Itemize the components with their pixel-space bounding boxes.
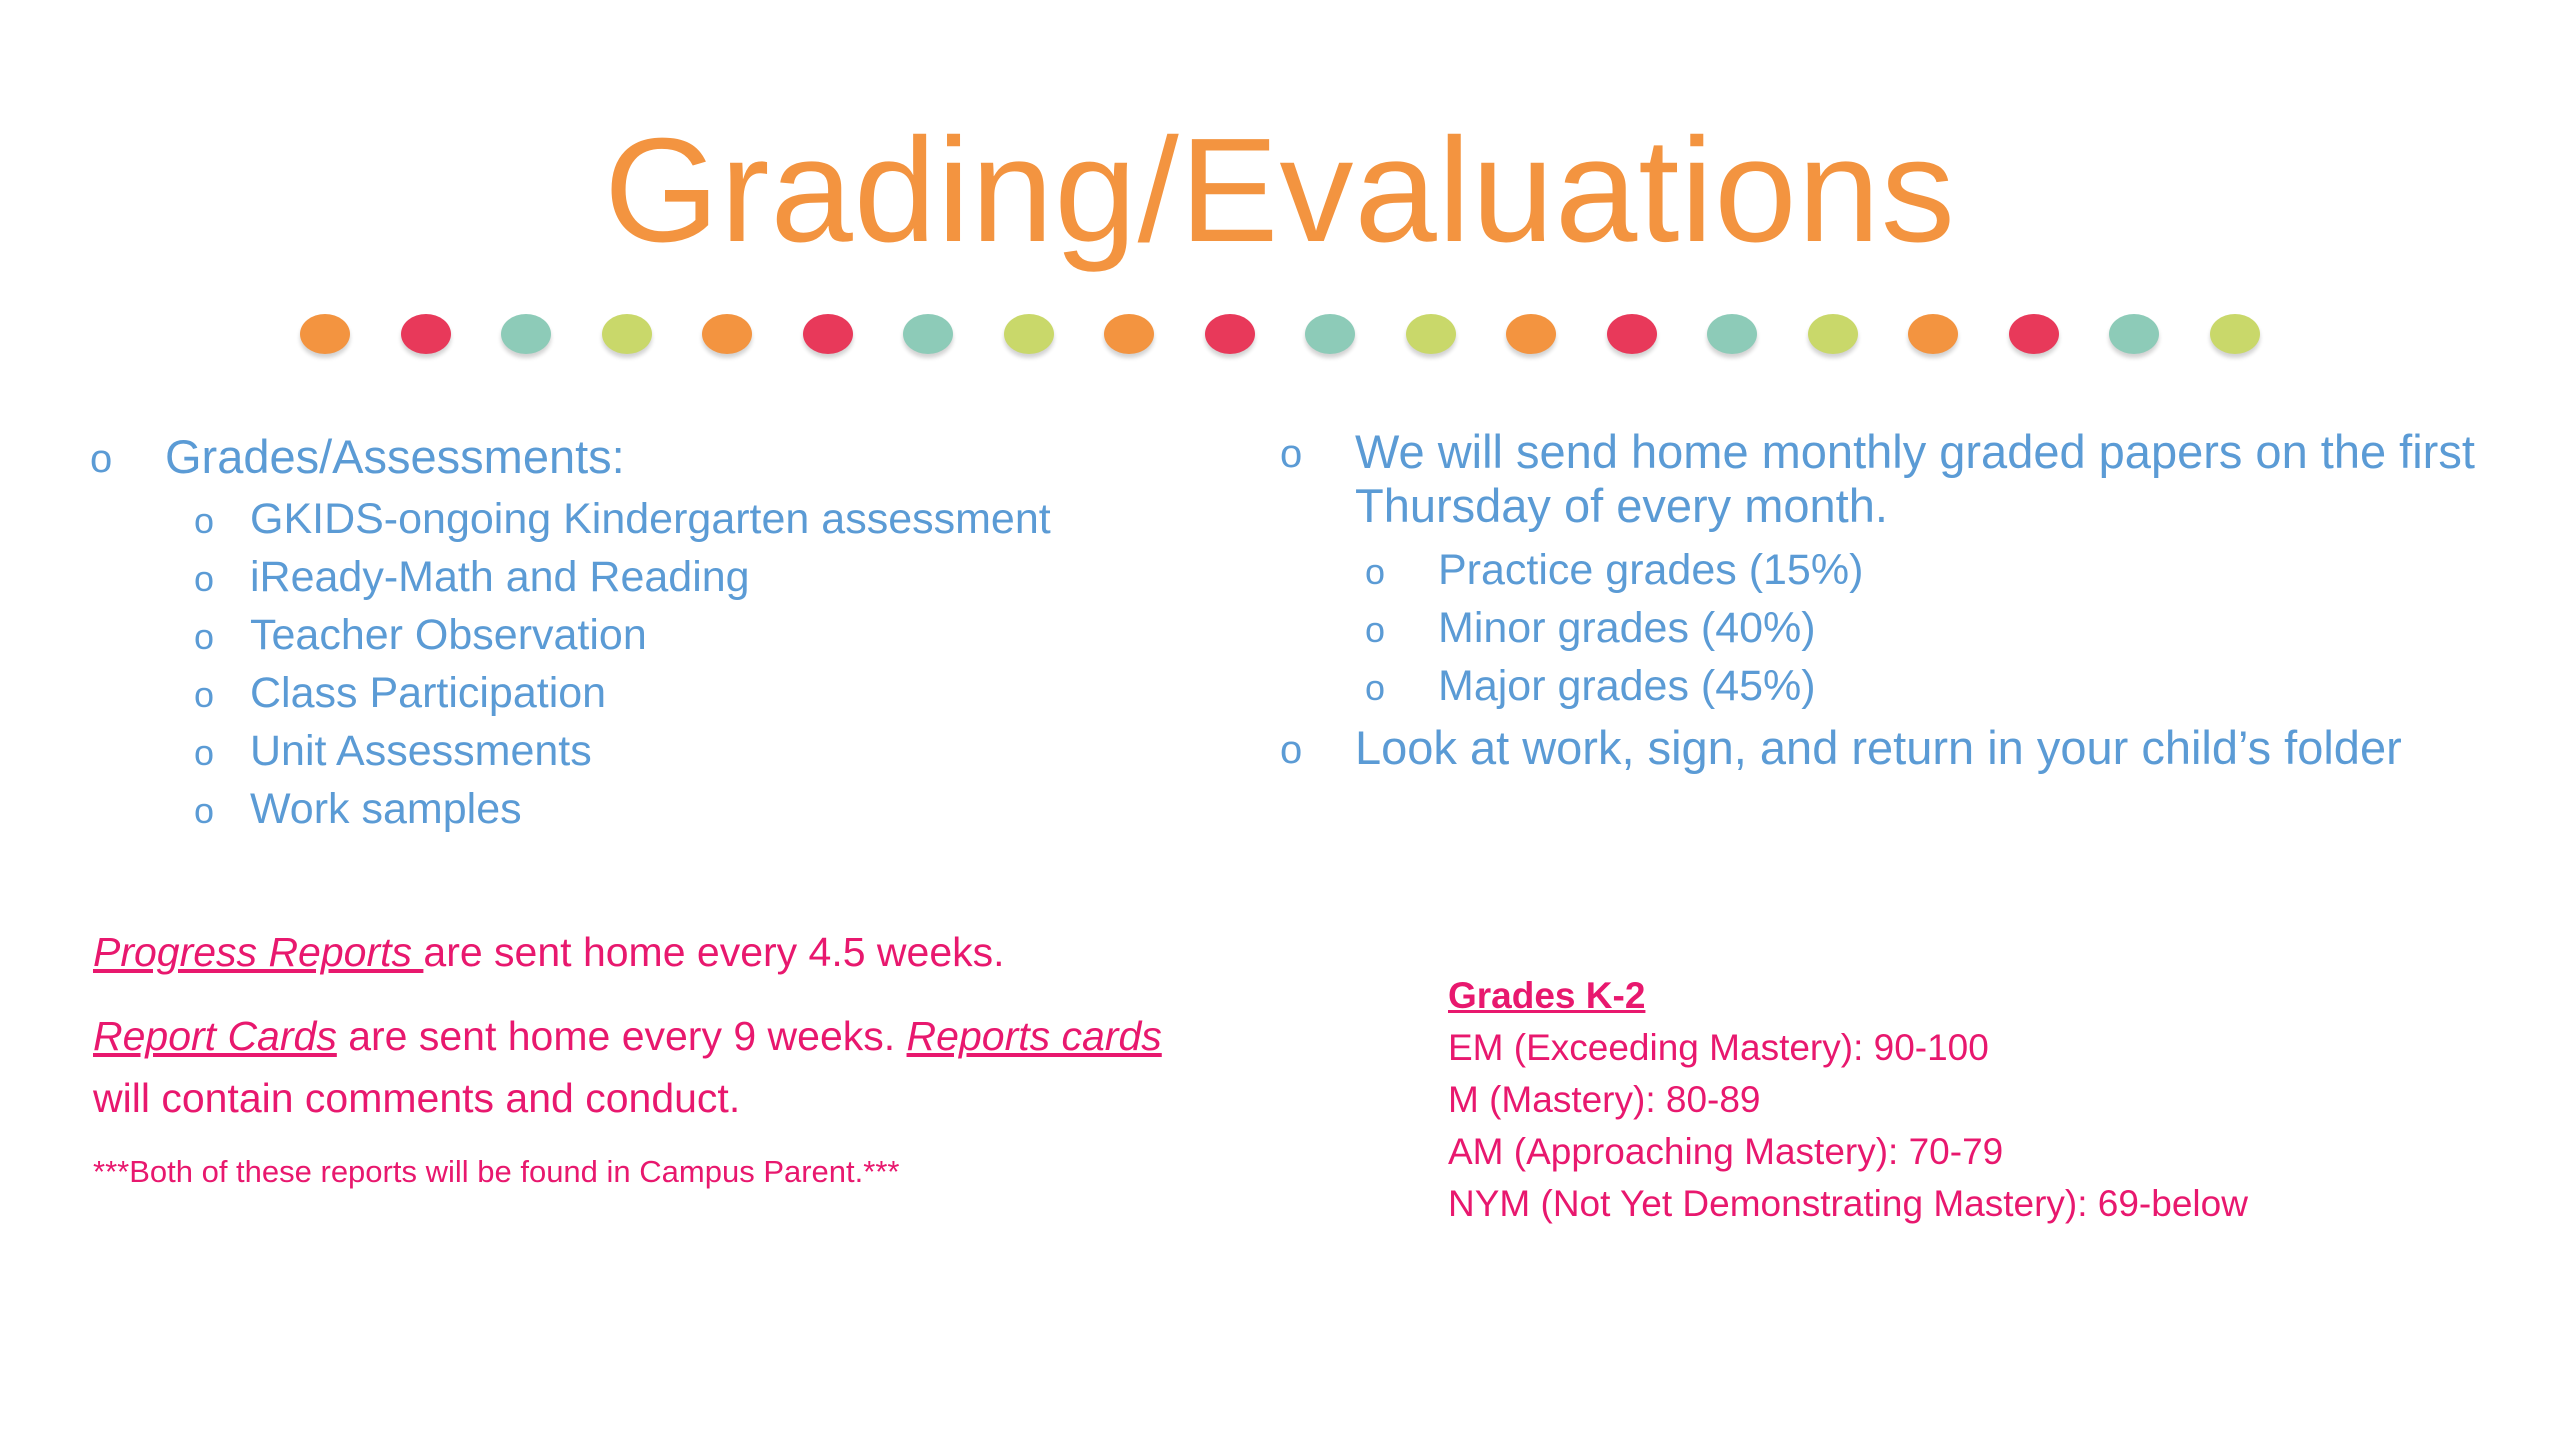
campus-parent-note: ***Both of these reports will be found in Campus Parent.*** — [93, 1154, 900, 1189]
list-item-text: Minor grades (40%) — [1438, 604, 1816, 652]
decorative-dot — [702, 314, 752, 354]
list-item — [90, 430, 1270, 484]
decorative-dot — [903, 314, 953, 354]
decorative-dot — [2109, 314, 2159, 354]
progress-reports-label: Progress Reports — [93, 929, 424, 975]
bullet-icon: o — [194, 790, 215, 831]
list-item-text: iReady-Math and Reading — [250, 553, 750, 601]
report-cards-label: Report Cards — [93, 1013, 337, 1059]
list-item-text: Practice grades (15%) — [1438, 546, 1864, 594]
grade-scale-line: AM (Approaching Mastery): 70-79 — [1448, 1131, 2004, 1172]
list-item — [1280, 541, 2530, 599]
report-cards-text: are sent home every 9 weeks. — [336, 1013, 907, 1059]
decorative-dot — [1908, 314, 1958, 354]
decorative-dot — [2009, 314, 2059, 354]
list-item — [1280, 721, 2530, 775]
decorative-dot — [1506, 314, 1556, 354]
bullet-icon: o — [194, 674, 215, 715]
bullet-icon: o — [194, 616, 215, 657]
list-item — [90, 606, 1270, 664]
decorative-dot — [1104, 314, 1154, 354]
bullet-icon: o — [1280, 432, 1303, 476]
progress-reports-note — [93, 922, 1293, 982]
grade-scale-line: EM (Exceeding Mastery): 90-100 — [1448, 1027, 1989, 1068]
decorative-dot — [1406, 314, 1456, 354]
list-item — [1280, 599, 2530, 657]
graded-papers-list — [1280, 425, 2530, 783]
bullet-icon: o — [194, 558, 215, 599]
list-item — [1280, 425, 2530, 533]
grades-assessments-list — [90, 430, 1270, 838]
decorative-dot-row — [300, 312, 2260, 356]
list-item — [1280, 657, 2530, 715]
slide-title: Grading/Evaluations — [604, 108, 1956, 273]
decorative-dot — [602, 314, 652, 354]
decorative-dot — [1305, 314, 1355, 354]
decorative-dot — [401, 314, 451, 354]
list-item-text: Class Participation — [250, 669, 607, 717]
bullet-icon: o — [1365, 667, 1386, 708]
bullet-icon: o — [1365, 551, 1386, 592]
bullet-icon: o — [1365, 609, 1386, 650]
decorative-dot — [2210, 314, 2260, 354]
decorative-dot — [1607, 314, 1657, 354]
list-item-text: GKIDS-ongoing Kindergarten assessment — [250, 495, 1051, 543]
list-item-text: Unit Assessments — [250, 727, 592, 775]
bullet-icon: o — [90, 437, 113, 481]
list-item-text: Work samples — [250, 785, 522, 833]
grades-assessments-heading: Grades/Assessments: — [165, 430, 625, 483]
list-item — [90, 548, 1270, 606]
decorative-dot — [501, 314, 551, 354]
bullet-icon: o — [194, 732, 215, 773]
list-item — [90, 664, 1270, 722]
list-item — [90, 490, 1270, 548]
decorative-dot — [1707, 314, 1757, 354]
list-item — [90, 780, 1270, 838]
reports-cards-label: Reports cards — [906, 1013, 1162, 1059]
grade-scale-line: NYM (Not Yet Demonstrating Mastery): 69-below — [1448, 1183, 2248, 1224]
list-item-text: Major grades (45%) — [1438, 662, 1816, 710]
report-cards-note — [93, 1005, 1293, 1129]
decorative-dot — [300, 314, 350, 354]
progress-reports-text: are sent home every 4.5 weeks. — [423, 929, 1005, 975]
decorative-dot — [1004, 314, 1054, 354]
report-cards-text-2: will contain comments and conduct. — [93, 1075, 741, 1121]
decorative-dot — [1808, 314, 1858, 354]
decorative-dot — [803, 314, 853, 354]
list-item-text: Teacher Observation — [250, 611, 647, 659]
decorative-dot — [1205, 314, 1255, 354]
grade-scale-heading: Grades K-2 — [1448, 975, 1646, 1016]
graded-papers-closing: Look at work, sign, and return in your child’s folder — [1355, 721, 2402, 774]
grade-scale — [1448, 970, 2548, 1230]
bullet-icon: o — [1280, 728, 1303, 772]
grade-scale-line: M (Mastery): 80-89 — [1448, 1079, 1761, 1120]
bullet-icon: o — [194, 500, 215, 541]
list-item — [90, 722, 1270, 780]
graded-papers-intro: We will send home monthly graded papers on the first Thursday of every month. — [1355, 425, 2475, 532]
